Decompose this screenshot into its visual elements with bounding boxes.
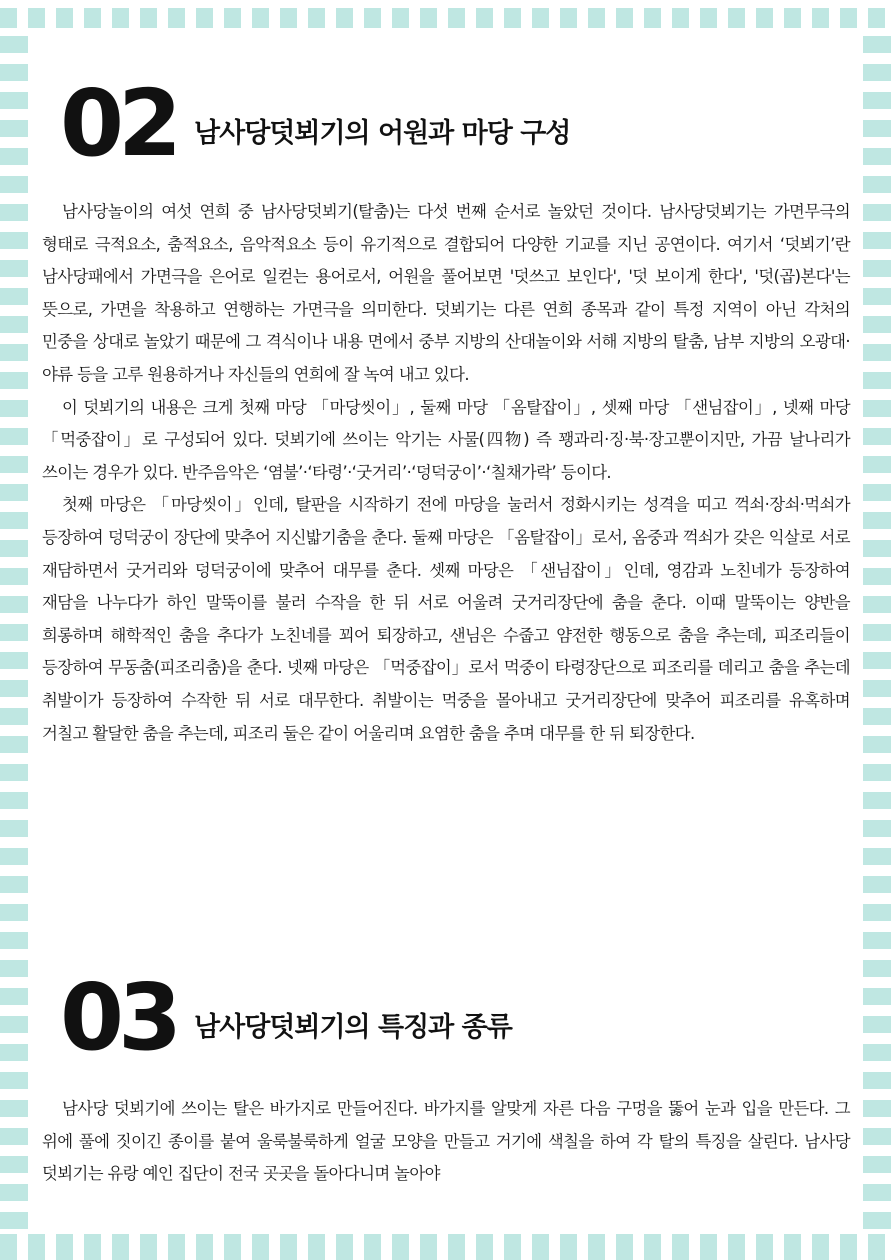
section-body-03 [42, 1093, 850, 1191]
paragraph: 남사당 덧뵈기에 쓰이는 탈은 바가지로 만들어진다. 바가지를 알맞게 자른 다음 구멍을 뚫어 눈과 입을 만든다. 그 위에 풀에 짓이긴 종이를 붙여 울룩불룩하게 얼굴 모양을 만들고 거기에 색칠을 하여 각 탈의 특징을 살린다. 남사당 덧뵈기는 유랑 예인 집단이 전국 곳곳을 돌아다니며 놀아야 [42, 1099, 850, 1184]
section-number: 02 [60, 70, 177, 177]
section-heading-03 [60, 964, 512, 1071]
section-body-02 [42, 196, 850, 750]
paragraph: 남사당놀이의 여섯 연희 중 남사당덧뵈기(탈춤)는 다섯 번째 순서로 놀았던 것이다. 남사당덧뵈기는 가면무극의 형태로 극적요소, 춤적요소, 음악적요소 등이 유기적으로 결합되어 다양한 기교를 지닌 공연이다. 여기서 ‘덧뵈기’란 남사당패에서 가면극을 은어로 일컫는 용어로서, 어원을 풀어보면 '덧쓰고 보인다', '덧 보이게 한다', '덧(곱)본다'는 뜻으로, 가면을 착용하고 연행하는 가면극을 의미한다. 덧뵈기는 다른 연희 종목과 같이 특정 지역이 아닌 각처의 민중을 상대로 놀았기 때문에 그 격식이나 내용 면에서 중부 지방의 산대놀이와 서해 지방의 탈춤, 남부 지방의 오광대·야류 등을 고루 원용하거나 자신들의 연희에 잘 녹여 내고 있다. [42, 202, 850, 384]
decorative-border-right [863, 36, 891, 1232]
decorative-border-top [0, 8, 891, 28]
section-title: 남사당덧뵈기의 특징과 종류 [194, 1011, 512, 1043]
paragraph: 첫째 마당은 「마당씻이」인데, 탈판을 시작하기 전에 마당을 눌러서 정화시키는 성격을 띠고 꺽쇠·장쇠·먹쇠가 등장하여 덩덕궁이 장단에 맞추어 지신밟기춤을 춘다. 둘째 마당은 「옴탈잡이」로서, 옴중과 꺽쇠가 갖은 익살로 서로 재담하면서 굿거리와 덩덕궁이에 맞추어 대무를 춘다. 셋째 마당은 「샌님잡이」인데, 영감과 노친네가 등장하여 재담을 나누다가 하인 말뚝이를 불러 수작을 한 뒤 서로 어울려 굿거리장단에 춤을 춘다. 이때 말뚝이는 양반을 희롱하며 해학적인 춤을 추다가 노친네를 꾀어 퇴장하고, 샌님은 수줍고 얌전한 행동으로 춤을 추는데, 피조리들이 등장하여 무동춤(피조리춤)을 춘다. 넷째 마당은 「먹중잡이」로서 먹중이 타령장단으로 피조리를 데리고 춤을 추는데 취발이가 등장하여 수작한 뒤 서로 대무한다. 취발이는 먹중을 몰아내고 굿거리장단에 맞추어 피조리를 유혹하며 거칠고 활달한 춤을 추는데, 피조리 둘은 같이 어울리며 요염한 춤을 추며 대무를 한 뒤 퇴장한다. [42, 495, 850, 743]
decorative-border-bottom [0, 1234, 891, 1260]
decorative-border-left [0, 36, 28, 1232]
paragraph: 이 덧뵈기의 내용은 크게 첫째 마당 「마당씻이」, 둘째 마당 「옴탈잡이」, 셋째 마당 「샌님잡이」, 넷째 마당 「먹중잡이」로 구성되어 있다. 덧뵈기에 쓰이는 악기는 사물(四物) 즉 꽹과리·징·북·장고뿐이지만, 가끔 날나리가 쓰이는 경우가 있다. 반주음악은 ‘염불’·‘타령’·‘굿거리’·‘덩덕궁이’·‘칠채가락’ 등이다. [42, 397, 850, 482]
section-heading-02 [60, 70, 571, 177]
section-title: 남사당덧뵈기의 어원과 마당 구성 [194, 117, 571, 149]
section-number: 03 [60, 964, 177, 1071]
